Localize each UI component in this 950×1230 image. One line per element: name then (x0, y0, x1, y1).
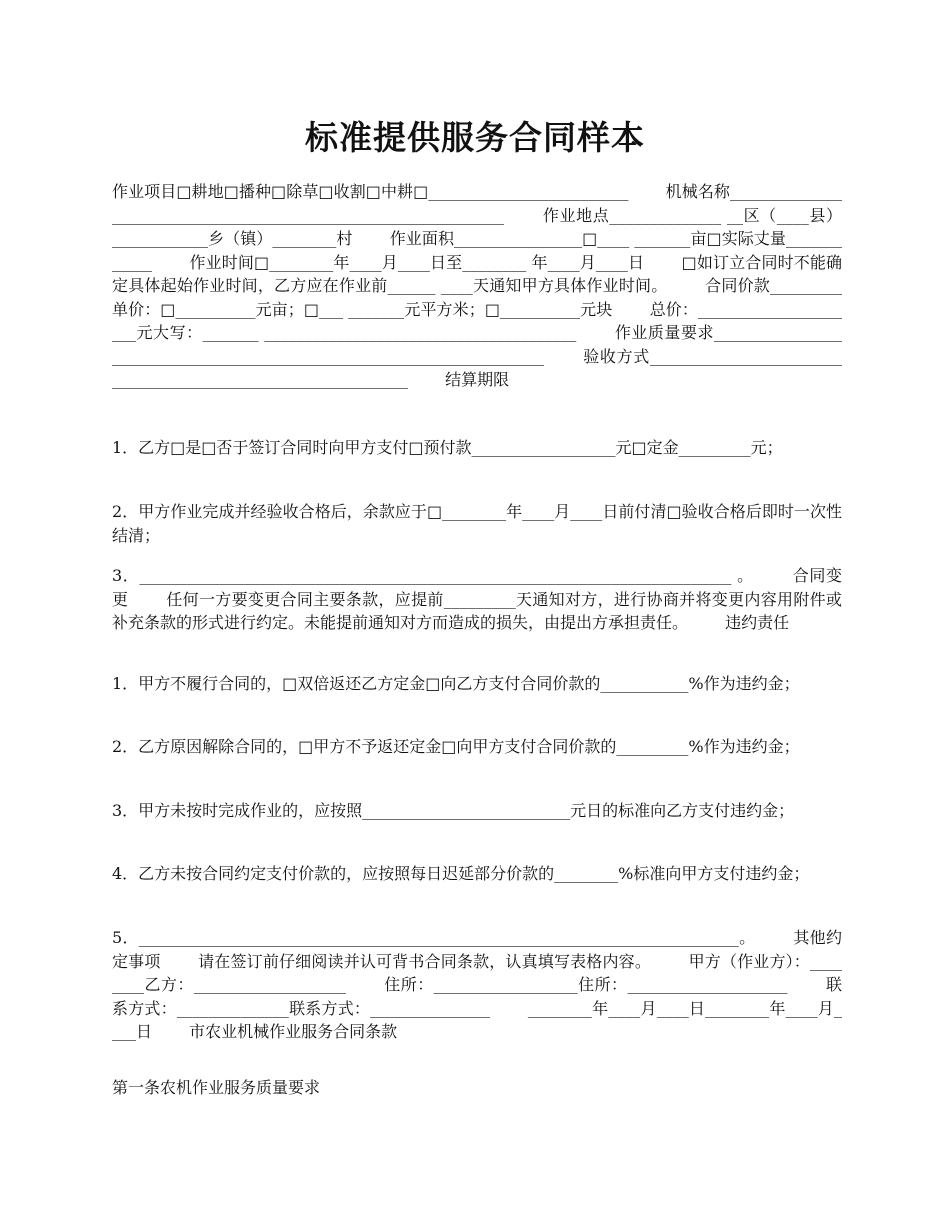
liability-clause-1: 1．甲方不履行合同的，□双倍返还乙方定金□向乙方支付合同价款的___________%作为违约金； (112, 674, 800, 693)
payment-clause-1: 1．乙方□是□否于签订合同时向甲方支付□预付款__________________元□定金_________元； (112, 438, 783, 457)
document-title: 标准提供服务合同样本 (305, 118, 645, 157)
contract-intro-paragraph: 作业项目□耕地□播种□除草□收割□中耕□_________________________ 机械名称_______________________________________________________________ 作业地点______________ __区（____县）____________乡（镇）________村 作业面积________________□____ _______亩□实际丈量____________ 作业时间□________年____月____日至________ 年____月____日 □如订立合同时不能确定具体起始作业时间，乙方应在作业前______ ____天通知甲方具体作业时间。 合同价款_________单价：□__________元亩；□___ _______元平方米；□__________元块 总价：_____________________元大写：_______ _______________________________________ 作业质量要求______________________________________________________________________ 验收方式_____________________________________________________________ 结算期限 (112, 182, 842, 389)
liability-clause-2: 2．乙方原因解除合同的，□甲方不予返还定金□向甲方支付合同价款的_________%作为违约金； (112, 737, 800, 756)
liability-clause-5-and-signatures: 5．___________________________________________________________________________。 其他约定事项 请在签订前仔细阅读并认可背书合同条款，认真填写表格内容。 甲方（作业方）：________乙方：___________________ 住所：__________________住所：____________________ 联系方式：______________联系方式：_______________ ________年____月____日________年____月____日 市农业机械作业服务合同条款 (112, 928, 842, 1041)
article-one-heading: 第一条农机作业服务质量要求 (112, 1078, 321, 1097)
payment-clause-3-and-changes: 3．__________________________________________________________________________ 。 合同变更 任何一方要变更合同主要条款，应提前_________天通知对方，进行协商并将变更内容用附件或补充条款的形式进行约定。未能提前通知对方而造成的损失，由提出方承担责任。 违约责任 (112, 566, 842, 632)
payment-clause-2: 2．甲方作业完成并经验收合格后，余款应于□________年____月____日前付清□验收合格后即时一次性结清； (112, 502, 842, 545)
liability-clause-3: 3．甲方未按时完成作业的，应按照__________________________元日的标准向乙方支付违约金； (112, 801, 795, 820)
liability-clause-4: 4．乙方未按合同约定支付价款的，应按照每日迟延部分价款的________%标准向甲方支付违约金； (112, 864, 810, 883)
